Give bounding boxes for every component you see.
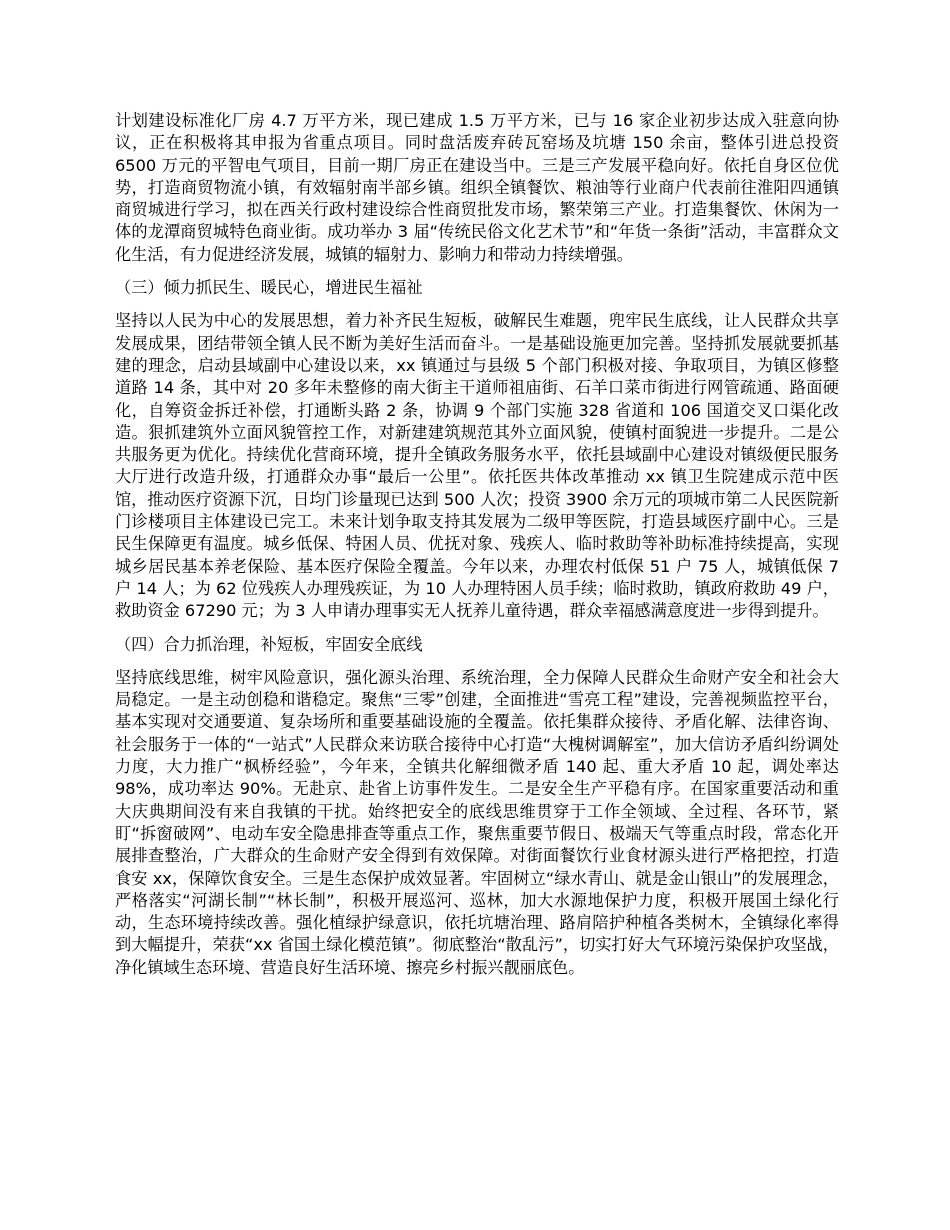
paragraph-industry-development: 计划建设标准化厂房 4.7 万平方米，现已建成 1.5 万平方米，已与 16 家企业初步达成入驻意向协议，正在积极将其申报为省重点项目。同时盘活废弃砖瓦窑场及坑塘 150 余亩，整体引进总投资 6500 万元的平智电气项目，目前一期厂房正在建设当中。三是三产发展平稳向好。依托自身区位优势，打造商贸物流小镇，有效辐射南半部乡镇。组织全镇餐饮、粮油等行业商户代表前往淮阳四通镇商贸城进行学习，拟在西关行政村建设综合性商贸批发市场，繁荣第三产业。打造集餐饮、休闲为一体的龙潭商贸城特色商业街。成功举办 3 届“传统民俗文化艺术节”和“年货一条街”活动，丰富群众文化生活，有力促进经济发展，城镇的辐射力、影响力和带动力持续增强。 xyxy=(115,111,839,264)
paragraph-governance: 坚持底线思维，树牢风险意识，强化源头治理、系统治理，全力保障人民群众生命财产安全和社会大局稳定。一是主动创稳和谐稳定。聚焦“三零”创建，全面推进“雪亮工程”建设，完善视频监控平台，基本实现对交通要道、复杂场所和重要基础设施的全覆盖。依托集群众接待、矛盾化解、法律咨询、社会服务于一体的“一站式”人民群众来访联合接待中心打造“大槐树调解室”，加大信访矛盾纠纷调处力度，大力推广“枫桥经验”，今年来，全镇共化解细微矛盾 140 起、重大矛盾 10 起，调处率达 98%，成功率达 90%。无赴京、赴省上访事件发生。二是安全生产平稳有序。在国家重要活动和重大庆典期间没有来自我镇的干扰。始终把安全的底线思维贯穿于工作全领域、全过程、各环节，紧盯“拆窗破网”、电动车安全隐患排查等重点工作，聚焦重要节假日、极端天气等重点时段，常态化开展排查整治，广大群众的生命财产安全得到有效保障。对街面餐饮行业食材源头进行严格把控，打造食安 xx，保障饮食安全。三是生态保护成效显著。牢固树立“绿水青山、就是金山银山”的发展理念，严格落实“河湖长制”“林长制”，积极开展巡河、巡林，加大水源地保护力度，积极开展国土绿化行动，生态环境持续改善。强化植绿护绿意识，依托坑塘治理、路肩陪护种植各类树木，全镇绿化率得到大幅提升，荣获“xx 省国土绿化模范镇”。彻底整治“散乱污”，切实打好大气环境污染保护攻坚战，净化镇域生态环境、营造良好生活环境、擦亮乡村振兴靓丽底色。 xyxy=(115,667,839,977)
paragraph-livelihood: 坚持以人民为中心的发展思想，着力补齐民生短板，破解民生难题，兜牢民生底线，让人民群众共享发展成果，团结带领全镇人民不断为美好生活而奋斗。一是基础设施更加完善。坚持抓发展就要抓基建的理念，启动县域副中心建设以来，xx 镇通过与县级 5 个部门积极对接、争取项目，为镇区修整道路 14 条，其中对 20 多年未整修的南大街主干道师祖庙街、石羊口菜市街进行网管疏通、路面硬化，自筹资金拆迁补偿，打通断头路 2 条，协调 9 个部门实施 328 省道和 106 国道交叉口渠化改造。狠抓建筑外立面风貌管控工作，对新建建筑规范其外立面风貌，使镇村面貌进一步提升。二是公共服务更为优化。持续优化营商环境，提升全镇政务服务水平，依托县域副中心建设对镇级便民服务大厅进行改造升级，打通群众办事“最后一公里”。依托医共体改革推动 xx 镇卫生院建成示范中医馆，推动医疗资源下沉，日均门诊量现已达到 500 人次；投资 3900 余万元的项城市第二人民医院新门诊楼项目主体建设已完工。未来计划争取支持其发展为二级甲等医院，打造县域医疗副中心。三是民生保障更有温度。城乡低保、特困人员、优抚对象、残疾人、临时救助等补助标准持续提高，实现城乡居民基本养老保险、基本医疗保险全覆盖。今年以来，办理农村低保 51 户 75 人，城镇低保 7 户 14 人；为 62 位残疾人办理残疾证，为 10 人办理特困人员手续；临时救助，镇政府救助 49 户，救助资金 67290 元；为 3 人申请办理事实无人抚养儿童待遇，群众幸福感满意度进一步得到提升。 xyxy=(115,311,839,621)
document-body xyxy=(115,110,839,979)
section-heading-governance: （四）合力抓治理，补短板，牢固安全底线 xyxy=(115,634,423,654)
section-heading-livelihood: （三）倾力抓民生、暖民心，增进民生福祉 xyxy=(115,278,423,298)
